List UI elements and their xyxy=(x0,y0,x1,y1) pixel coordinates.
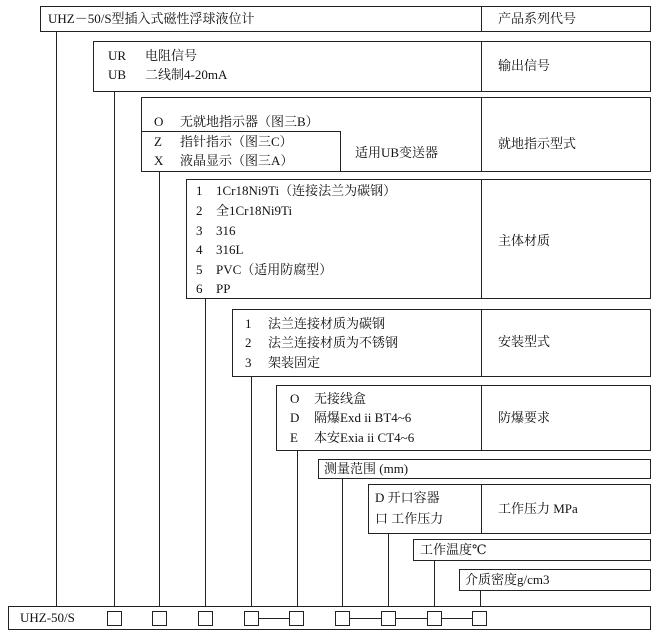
installation-text-3: 架装固定 xyxy=(268,355,321,370)
code-square-pressure xyxy=(381,611,396,626)
explosion-proof-text-1: 无接线盒 xyxy=(314,391,367,406)
explosion-proof-category: 防爆要求 xyxy=(498,410,551,425)
medium-density-label: 介质密度g/cm3 xyxy=(465,572,550,587)
local-indicator-note: 适用UB变送器 xyxy=(355,145,439,160)
body-material-category: 主体材质 xyxy=(498,233,551,248)
installation-text-2: 法兰连接材质为不锈钢 xyxy=(268,335,399,350)
installation-category: 安装型式 xyxy=(498,334,551,349)
connector-line-pressure xyxy=(388,534,389,606)
model-code-box xyxy=(8,606,651,630)
title-category: 产品系列代号 xyxy=(498,11,577,26)
body-material-text-5: PVC（适用防腐型） xyxy=(216,262,333,277)
explosion-proof-code-1: O xyxy=(290,391,300,406)
output-signal-code-1: UR xyxy=(108,48,127,63)
body-material-code-2: 2 xyxy=(196,203,203,218)
local-indicator-code-2: Z xyxy=(154,134,162,149)
explosion-proof-text-3: 本安Exia ii CT4~6 xyxy=(314,430,415,445)
installation-code-3: 3 xyxy=(245,355,252,370)
local-indicator-code-3: X xyxy=(154,153,164,168)
body-material-code-5: 5 xyxy=(196,262,203,277)
body-material-code-6: 6 xyxy=(196,281,203,296)
explosion-proof-code-3: E xyxy=(290,430,298,445)
connector-line-temp xyxy=(434,561,435,606)
measure-range-label: 测量范围 (mm) xyxy=(324,461,409,476)
local-indicator-text-1: 无就地指示器（图三B） xyxy=(180,114,319,129)
code-square-material xyxy=(198,611,213,626)
connector-line-output xyxy=(114,92,115,606)
local-indicator-code-1: O xyxy=(154,114,164,129)
installation-code-2: 2 xyxy=(245,335,252,350)
connector-line-series xyxy=(56,32,57,606)
connector-line-indicator xyxy=(159,172,160,606)
local-indicator-divider xyxy=(141,131,341,132)
body-material-text-3: 316 xyxy=(216,223,236,238)
body-material-text-2: 全1Cr18Ni9Ti xyxy=(216,203,293,218)
body-material-code-1: 1 xyxy=(196,183,203,198)
installation-text-1: 法兰连接材质为碳钢 xyxy=(268,316,386,331)
model-description: UHZ－50/S型插入式磁性浮球液位计 xyxy=(48,11,255,26)
code-square-explosion xyxy=(289,611,304,626)
body-material-text-4: 316L xyxy=(216,242,244,257)
body-material-text-1: 1Cr18Ni9Ti（连接法兰为碳钢） xyxy=(216,183,397,198)
code-square-temp xyxy=(427,611,442,626)
output-signal-code-2: UB xyxy=(108,67,127,82)
connector-line-material xyxy=(205,299,206,606)
local-indicator-category: 就地指示型式 xyxy=(498,136,577,151)
working-pressure-text-2: 口 工作压力 xyxy=(375,511,444,526)
connector-line-installation xyxy=(251,377,252,606)
installation-code-1: 1 xyxy=(245,316,252,331)
explosion-proof-code-2: D xyxy=(290,410,300,425)
code-square-range xyxy=(335,611,350,626)
local-indicator-note-divider xyxy=(340,131,341,172)
code-dash-4 xyxy=(442,618,472,619)
local-indicator-category-box xyxy=(481,97,651,172)
working-temp-label: 工作温度℃ xyxy=(420,542,487,557)
connector-line-range xyxy=(342,479,343,606)
connector-line-density xyxy=(480,591,481,606)
body-material-text-6: PP xyxy=(216,281,231,296)
code-square-installation xyxy=(244,611,259,626)
working-pressure-category: 工作压力 MPa xyxy=(498,501,578,516)
code-square-indicator xyxy=(152,611,167,626)
body-material-code-4: 4 xyxy=(196,242,203,257)
output-signal-text-1: 电阻信号 xyxy=(145,48,198,63)
code-dash-1 xyxy=(259,618,289,619)
local-indicator-text-3: 液晶显示（图三A） xyxy=(180,153,294,168)
local-indicator-text-2: 指针指示（图三C） xyxy=(180,134,293,149)
output-signal-category: 输出信号 xyxy=(498,58,551,73)
connector-line-explosion xyxy=(297,451,298,606)
explosion-proof-text-2: 隔爆Exd ii BT4~6 xyxy=(314,410,412,425)
working-pressure-text-1: D 开口容器 xyxy=(375,490,440,505)
code-square-density xyxy=(472,611,487,626)
code-dash-3 xyxy=(396,618,427,619)
output-signal-text-2: 二线制4-20mA xyxy=(145,67,228,82)
model-code-label: UHZ-50/S xyxy=(20,610,75,625)
body-material-code-3: 3 xyxy=(196,223,203,238)
code-dash-2 xyxy=(350,618,381,619)
code-square-output xyxy=(107,611,122,626)
